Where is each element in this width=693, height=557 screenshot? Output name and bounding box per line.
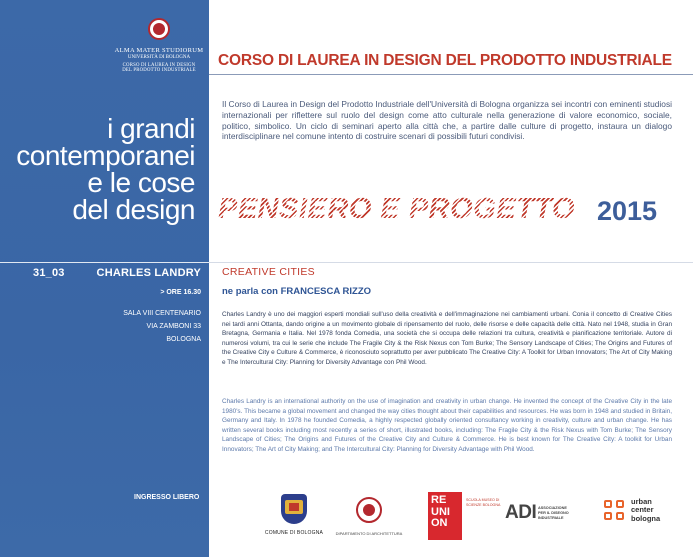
- reunion-subtitle: SCUOLA MUSEO DI SCIENZE BOLOGNA: [466, 498, 501, 507]
- free-entry-label: INGRESSO LIBERO: [134, 494, 200, 501]
- urban-center-icon: [604, 500, 626, 522]
- series-title-line: contemporanei: [16, 140, 195, 171]
- reunion-text: ON: [431, 517, 448, 529]
- divider: [209, 262, 693, 263]
- reunion-logo: [428, 492, 508, 540]
- comune-logo: [264, 494, 324, 536]
- left-panel: [0, 0, 209, 557]
- event-host: ne parla con FRANCESCA RIZZO: [222, 286, 372, 297]
- urban-word: urban: [631, 497, 652, 506]
- department-seal-icon: [356, 497, 382, 523]
- adi-subtitle-line: PER IL DISEGNO: [538, 511, 569, 515]
- series-title-line: del design: [72, 194, 195, 225]
- bio-italian: Charles Landry è uno dei maggiori esperti mondiali sull'uso della creatività e dell'immaginazione nei cambiamenti urbani. Conia il concetto di Creative Cities nei tardi anni Ottanta, dando origine a un movimento globale di ripensamento del ruolo, delle risorse e delle capacità delle città. Nato nel 1948, studia in Gran Bretagna, Germania e Italia. Nel 1978 fonda Comedia, una società che si occupa delle relazioni tra cultura, creatività e pianificazione territoriale. Autore di numerosi volumi, tra cui le serie che include The Fragile City & the Risk Nexus con Tom Burke; The Sensory Landscape of Cities; The Origins and Futures of the Creative City e Culture & Commerce, è riconosciuto soprattutto per aver pubblicato The Creative City: A Toolkit for Urban Innovators; The Art of City Making e The Intercultural City: Planning for Diversity Advantage con Phil Wood.: [222, 311, 672, 366]
- intro-text: Il Corso di Laurea in Design del Prodotto Industriale dell'Università di Bologna organizza sei incontri con eminenti studiosi internazionali per riflettere sul ruolo del design come atto culturale nella generazione di valore economico, sociale, politico, simbolico. Un ciclo di seminari aperto alla città che, a partire dalle culture di progetto, instaura un dialogo interdisciplinare nel comune intento di costruire scenari di possibili futuri condivisi.: [222, 99, 672, 142]
- university-seal-icon: [148, 18, 170, 40]
- reunion-text: UNI: [431, 505, 450, 518]
- series-title: [0, 115, 195, 223]
- department-label: DIPARTIMENTO DI ARCHITETTURA: [335, 531, 403, 536]
- adi-subtitle-line: INDUSTRIALE: [538, 516, 564, 520]
- adi-logo: [505, 502, 591, 526]
- series-year: 2015: [597, 196, 658, 226]
- adi-subtitle-line: ASSOCIAZIONE: [538, 506, 567, 510]
- adi-subtitle: [538, 506, 569, 521]
- event-time: > ORE 16.30: [160, 289, 201, 296]
- university-logo-text: [100, 47, 218, 73]
- city-crest-icon: [281, 494, 307, 524]
- venue-line: VIA ZAMBONI 33: [146, 323, 201, 330]
- series-title-line: i grandi: [107, 113, 195, 144]
- event-venue: [51, 307, 201, 346]
- venue-line: BOLOGNA: [166, 336, 201, 343]
- university-name: ALMA MATER STUDIORUM: [114, 47, 204, 54]
- course-title: CORSO DI LAUREA IN DESIGN DEL PRODOTTO INDUSTRIALE: [218, 52, 672, 69]
- urban-word: center: [631, 505, 654, 515]
- reunion-text: RE: [431, 494, 447, 506]
- department-logo: [334, 494, 404, 536]
- university-city: UNIVERSITÀ DI BOLOGNA: [127, 55, 191, 60]
- urban-word: bologna: [631, 513, 661, 523]
- reunion-mark: [428, 492, 462, 540]
- divider: [209, 74, 693, 75]
- series-title-line: e le cose: [87, 167, 195, 198]
- divider: [0, 262, 209, 263]
- event-date: 31_03: [33, 267, 65, 279]
- series-name: PENSIERO E PROGETTO: [218, 193, 576, 225]
- course-line-2: DEL PRODOTTO INDUSTRIALE: [122, 68, 196, 73]
- course-line-1: CORSO DI LAUREA IN DESIGN: [122, 63, 196, 68]
- comune-label: COMUNE DI BOLOGNA: [264, 530, 324, 536]
- bio-english: Charles Landry is an international authority on the use of imagination and creativity in urban change. He invented the concept of the Creative City in the late 1980's. This became a global movement and changed the way cities thought about their capabilities and resources. He was born in 1948 and studied in Britain, Germany and Italy. In 1978 he founded Comedia, a highly respected globally oriented consultancy working in creativity, culture and urban change. He has written several books including most recently a series of short, illustrated books, including: The Fragile City & the Risk Nexus with Tom Burke; The Sensory Landscape of Cities; The Origins and Futures of the Creative City and Culture & Commerce. He is best known for The Creative City: A toolkit for Urban Innovators; The Art of City Making; and The Intercultural City: Planning for Diversity Advantage with Phil Wood.: [222, 398, 672, 453]
- adi-mark: ADI: [505, 502, 537, 523]
- urban-center-text: [631, 498, 660, 523]
- event-topic: CREATIVE CITIES: [222, 266, 315, 278]
- venue-line: SALA VIII CENTENARIO: [123, 310, 201, 317]
- event-speaker: CHARLES LANDRY: [96, 267, 201, 279]
- sponsor-logos: [209, 488, 693, 557]
- urban-center-logo: [604, 497, 693, 530]
